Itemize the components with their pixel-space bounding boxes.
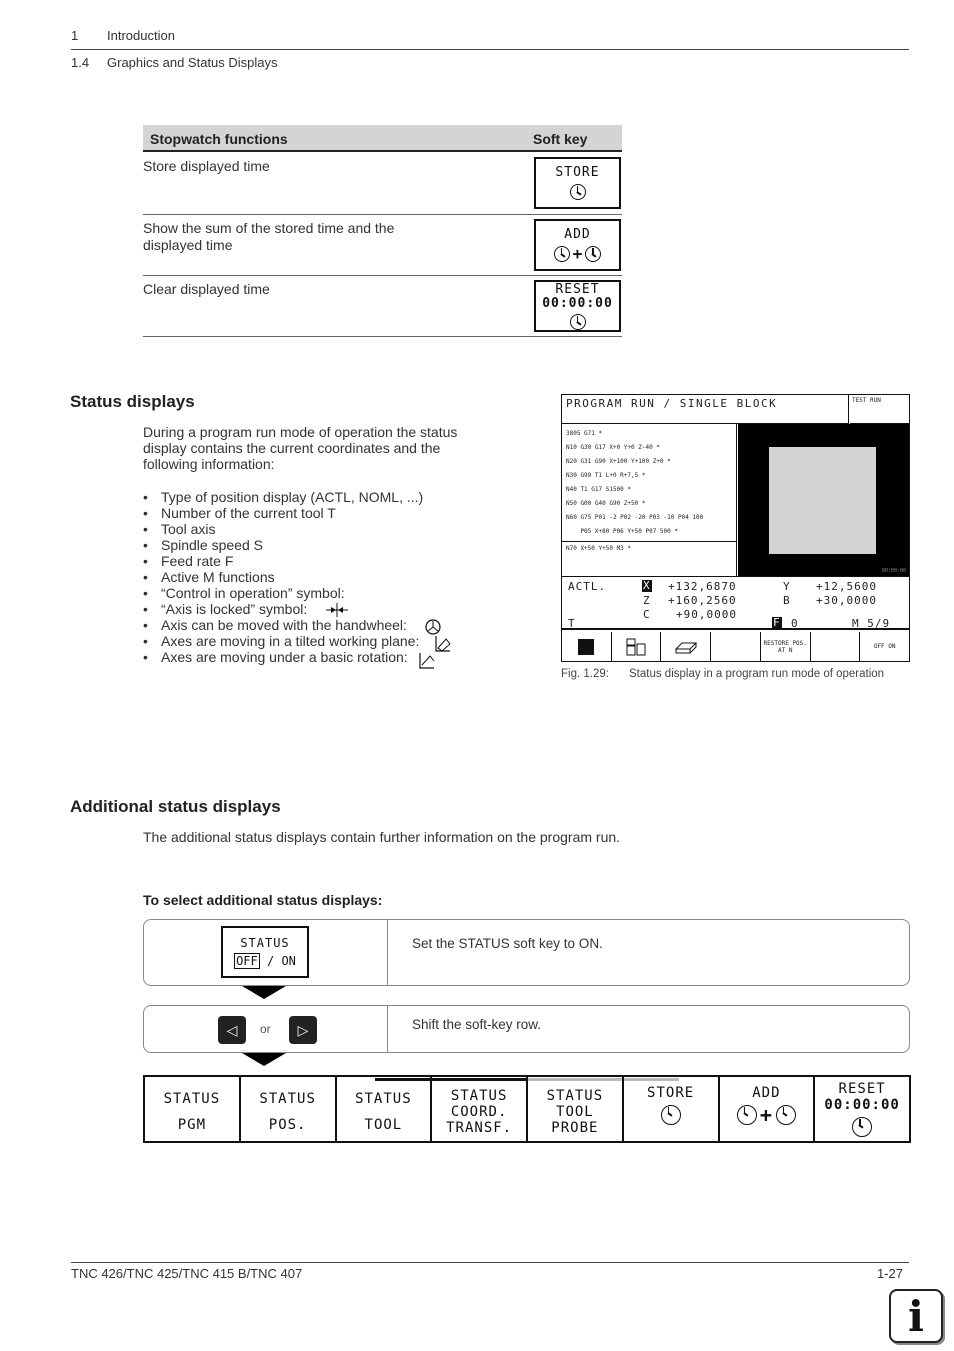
plus-icon: + [759, 1103, 773, 1127]
status-displays-heading: Status displays [70, 392, 195, 411]
tool-label: T [568, 617, 576, 630]
page-number: 1-27 [877, 1266, 904, 1281]
axis-locked-icon [326, 603, 348, 617]
c-value: +90,0000 [676, 608, 737, 621]
reset-softkey[interactable] [534, 280, 621, 332]
screen-softkey-empty [711, 632, 761, 661]
status-pos-softkey[interactable] [241, 1077, 337, 1141]
list-item: • Number of the current tool T [143, 505, 543, 521]
softkey-line1: STATUS [450, 1088, 508, 1104]
program-line: N60 G75 P01 -2 P02 -20 P03 -10 P04 100 [566, 514, 704, 521]
col-softkey-heading: Soft key [533, 131, 588, 147]
program-line: N30 G99 T1 L+0 R+7,5 * [566, 472, 646, 479]
graphics-clock: 00:00:00 [881, 568, 906, 574]
screen-softkey-layout [612, 632, 662, 661]
graphics-window [738, 424, 909, 576]
step-1 [143, 919, 910, 986]
clock-icon [737, 1105, 757, 1125]
list-item: • Axes are moving in a tilted working plane: [143, 633, 543, 649]
feed-value: 0 [791, 617, 799, 630]
clock-icon [554, 246, 570, 262]
screen-softkey-row [562, 632, 909, 661]
step-2-text: Shift the soft-key row. [412, 1017, 542, 1032]
z-axis-label: Z [643, 594, 651, 607]
softkey-line1: STATUS [546, 1088, 604, 1104]
program-listing [562, 424, 737, 576]
list-item: • Active M functions [143, 569, 543, 585]
store-softkey[interactable] [534, 157, 621, 209]
list-item: • “Control in operation” symbol: [143, 585, 543, 601]
step-divider [387, 920, 388, 985]
softkey-line3: TRANSF. [446, 1120, 513, 1136]
x-axis-label: X [643, 579, 651, 592]
table-divider [143, 275, 622, 276]
list-item: • Tool axis [143, 521, 543, 537]
softkey-line1: STATUS [355, 1091, 412, 1107]
status-softkey-toggle: OFF / ON [236, 954, 296, 968]
softkey-line2: TOOL [556, 1104, 594, 1120]
step-arrow-icon [242, 986, 286, 999]
clock-icon [570, 314, 586, 330]
x-value: +132,6870 [668, 580, 737, 593]
program-line: N40 T1 G17 S1500 * [566, 486, 632, 493]
shift-right-key[interactable] [289, 1016, 317, 1044]
plus-icon: + [572, 244, 583, 263]
y-axis-label: Y [783, 580, 791, 593]
clock-icon [570, 184, 586, 200]
program-line: 3805 G71 * [566, 430, 603, 437]
footer-models: TNC 426/TNC 425/TNC 415 B/TNC 407 [71, 1266, 303, 1281]
on-label: ON [281, 954, 296, 968]
softkey-line3: TOOL [364, 1117, 403, 1133]
list-item: • Type of position display (ACTL, NOML, ...) [143, 489, 543, 505]
stopwatch-table-header [143, 125, 622, 152]
program-line: N10 G30 G17 X+0 Y+0 Z-40 * [566, 444, 660, 451]
status-pgm-softkey[interactable] [145, 1077, 241, 1141]
softkey-line1: STORE [647, 1085, 695, 1101]
store-softkey[interactable] [624, 1077, 720, 1141]
chapter-number: 1 [71, 28, 79, 43]
filled-square-icon [578, 639, 594, 655]
col-functions-heading: Stopwatch functions [150, 131, 288, 147]
list-item: • Feed rate F [143, 553, 543, 569]
b-value: +30,0000 [816, 594, 877, 607]
figure-caption-number: Fig. 1.29: [561, 668, 609, 680]
tilted-plane-icon [434, 634, 452, 654]
store-softkey-label: STORE [555, 165, 600, 180]
screen-softkey-restore: RESTORE POS. AT N [761, 632, 811, 661]
status-softkey[interactable] [221, 926, 309, 978]
step-2 [143, 1005, 910, 1053]
z-value: +160,2560 [668, 594, 737, 607]
screen-mode: TEST RUN [850, 395, 909, 424]
clock-icon [776, 1105, 796, 1125]
chapter-title: Introduction [107, 28, 175, 43]
additional-status-intro: The additional status displays contain further information on the program run. [143, 829, 621, 845]
status-display-screen [561, 394, 910, 662]
program-line: P05 X+80 P06 Y+50 P07 500 * [566, 528, 678, 535]
softkey-line1: ADD [752, 1085, 781, 1101]
list-item: • Axes are moving under a basic rotation: [143, 649, 543, 665]
program-line: N70 X+50 Y+50 M3 * [562, 541, 736, 556]
clock-icon [661, 1105, 681, 1125]
reset-softkey-time: 00:00:00 [542, 295, 613, 311]
clock-icon [585, 246, 601, 262]
list-item: • Axis can be moved with the handwheel: [143, 617, 543, 633]
status-coord-transf-softkey[interactable] [432, 1077, 528, 1141]
program-line: N20 G31 G90 X+100 Y+100 Z+0 * [566, 458, 671, 465]
list-item: • Spindle speed S [143, 537, 543, 553]
header-rule [71, 49, 909, 50]
status-displays-intro: During a program run mode of operation the status display contains the current coordinates and the following information: [143, 424, 458, 472]
stopwatch-row-reset-text: Clear displayed time [143, 281, 270, 297]
section-number: 1.4 [71, 55, 90, 70]
step-divider [387, 1006, 388, 1052]
feed-label: F [773, 616, 781, 629]
reset-softkey-label: RESET [555, 281, 600, 297]
pos-type: ACTL. [568, 580, 607, 593]
or-label: or [260, 1022, 271, 1036]
b-axis-label: B [783, 594, 791, 607]
c-axis-label: C [643, 608, 651, 621]
step-arrow-icon [242, 1053, 286, 1066]
list-item: • “Axis is locked” symbol: [143, 601, 543, 617]
workpiece-blank [769, 447, 876, 554]
triangle-right-icon: ▷ [297, 1021, 309, 1038]
step-1-text: Set the STATUS soft key to ON. [412, 936, 603, 951]
clock-icon [852, 1117, 872, 1137]
status-softkey-label: STATUS [240, 936, 290, 950]
basic-rotation-icon [418, 651, 436, 671]
reset-softkey[interactable] [815, 1077, 909, 1141]
status-tool-softkey[interactable] [337, 1077, 433, 1141]
softkey-line2: COORD. [450, 1104, 508, 1120]
position-display [562, 576, 909, 630]
table-bottom-rule [143, 336, 622, 337]
softkey-line1: RESET [838, 1081, 886, 1097]
y-value: +12,5600 [816, 580, 877, 593]
softkey-line1: STATUS [163, 1091, 221, 1107]
section-title: Graphics and Status Displays [107, 55, 278, 70]
add-softkey-label: ADD [564, 227, 591, 242]
stopwatch-row-add-text: Show the sum of the stored time and the displayed time [143, 220, 395, 253]
softkey-line1: STATUS [259, 1091, 316, 1107]
off-label: OFF [236, 954, 258, 968]
additional-status-heading: Additional status displays [70, 797, 281, 816]
screen-softkey-status: OFF ON [873, 643, 896, 650]
status-info-list [143, 489, 543, 665]
window-layout-icon [626, 638, 646, 656]
workpiece-3d-icon [674, 639, 698, 655]
add-icon-group [554, 246, 602, 262]
add-softkey[interactable] [720, 1077, 816, 1141]
status-tool-probe-softkey[interactable] [528, 1077, 624, 1141]
softkey-bar [143, 1075, 911, 1143]
select-heading: To select additional status displays: [143, 892, 383, 908]
table-divider [143, 214, 622, 215]
screen-softkey-block [562, 632, 612, 661]
figure-caption-text: Status display in a program run mode of operation [629, 668, 885, 680]
screen-title: PROGRAM RUN / SINGLE BLOCK [562, 395, 849, 424]
softkey-line3: POS. [268, 1117, 307, 1133]
add-icon-group [737, 1105, 796, 1125]
screen-softkey-3d [661, 632, 711, 661]
screen-softkey-empty [811, 632, 861, 661]
info-icon[interactable] [889, 1289, 943, 1343]
softkey-line2: 00:00:00 [824, 1097, 900, 1113]
triangle-left-icon: ◁ [226, 1021, 238, 1038]
add-softkey[interactable] [534, 219, 621, 271]
info-icon-glyph: i [908, 1291, 924, 1341]
footer-rule [71, 1262, 909, 1263]
program-line: N50 G00 G40 G90 Z+50 * [566, 500, 646, 507]
softkey-line3: PROBE [551, 1120, 599, 1136]
m-functions: M 5/9 [852, 617, 891, 630]
stopwatch-row-store-text: Store displayed time [143, 158, 270, 174]
shift-left-key[interactable] [218, 1016, 246, 1044]
softkey-line3: PGM [177, 1117, 207, 1133]
